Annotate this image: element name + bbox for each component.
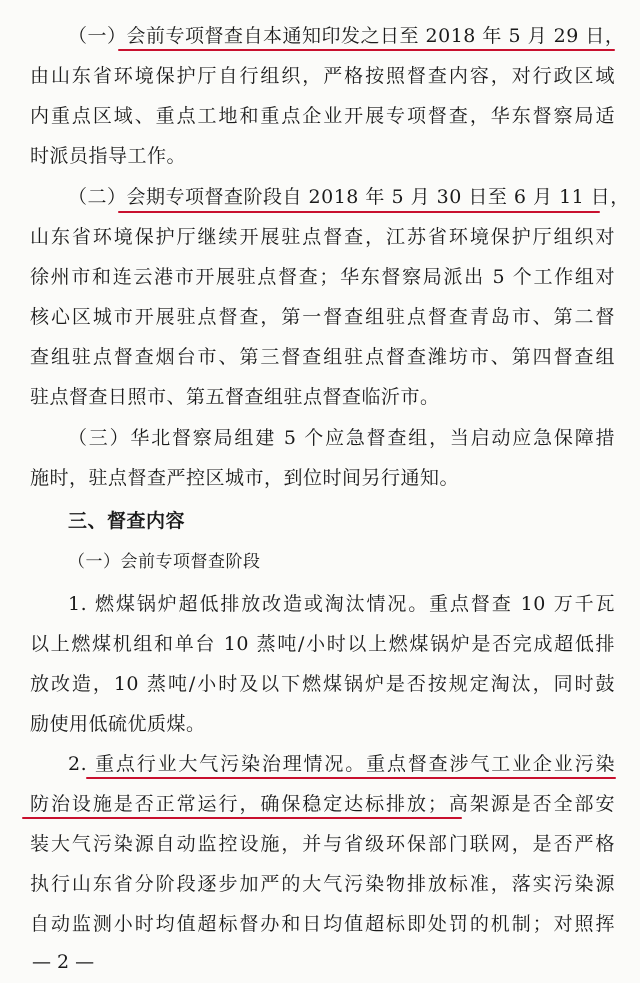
- paragraph-1-line-3: 内重点区域、重点工地和重点企业开展专项督查，华东督察局适: [30, 105, 615, 127]
- highlight-underline-2: [118, 211, 600, 213]
- paragraph-2-line-5: 查组驻点督查烟台市、第三督查组驻点督查潍坊市、第四督查组: [30, 346, 615, 368]
- paragraph-4-line-2: 以上燃煤机组和单台 10 蒸吨/小时以上燃煤锅炉是否完成超低排: [30, 633, 615, 655]
- paragraph-2-line-6: 驻点督查日照市、第五督查组驻点督查临沂市。: [30, 386, 440, 408]
- paragraph-2-line-4: 核心区城市开展驻点督查，第一督查组驻点督查青岛市、第二督: [30, 306, 615, 328]
- paragraph-5-line-2: 防治设施是否正常运行，确保稳定达标排放；高架源是否全部安: [30, 793, 615, 815]
- subsection-heading: （一）会前专项督查阶段: [68, 552, 261, 572]
- paragraph-4-line-3: 放改造，10 蒸吨/小时及以下燃煤锅炉是否按规定淘汰，同时鼓: [30, 673, 615, 695]
- paragraph-3-line-1: （三）华北督察局组建 5 个应急督查组，当启动应急保障措: [68, 427, 615, 449]
- paragraph-5-line-4: 执行山东省分阶段逐步加严的大气污染物排放标准，落实污染源: [30, 873, 615, 895]
- paragraph-2-line-3: 徐州市和连云港市开展驻点督查；华东督察局派出 5 个工作组对: [30, 266, 615, 288]
- section-heading: 三、督查内容: [68, 510, 186, 532]
- paragraph-1-line-1: （一）会前专项督查自本通知印发之日至 2018 年 5 月 29 日，: [68, 25, 625, 47]
- paragraph-4-line-1: 1. 燃煤锅炉超低排放改造或淘汰情况。重点督查 10 万千瓦: [68, 593, 615, 615]
- highlight-underline-4: [22, 817, 462, 819]
- paragraph-1-line-2: 由山东省环境保护厅自行组织，严格按照督查内容，对行政区域: [30, 65, 615, 87]
- paragraph-5-line-3: 装大气污染源自动监控设施，并与省级环保部门联网，是否严格: [30, 833, 615, 855]
- highlight-underline-1: [118, 49, 615, 51]
- paragraph-3-line-2: 施时，驻点督查严控区城市，到位时间另行通知。: [30, 467, 460, 489]
- paragraph-2-line-1: （二）会期专项督查阶段自 2018 年 5 月 30 日至 6 月 11 日，: [68, 186, 630, 208]
- paragraph-1-line-4: 时派员指导工作。: [30, 145, 187, 167]
- highlight-underline-3: [86, 777, 616, 779]
- paragraph-5-line-5: 自动监测小时均值超标督办和日均值超标即处罚的机制；对照挥: [30, 913, 615, 935]
- paragraph-4-line-4: 励使用低硫优质煤。: [30, 713, 206, 735]
- paragraph-2-line-2: 山东省环境保护厅继续开展驻点督查，江苏省环境保护厅组织对: [30, 226, 615, 248]
- paragraph-5-line-1: 2. 重点行业大气污染治理情况。重点督查涉气工业企业污染: [68, 753, 615, 775]
- page-number: — 2 —: [32, 951, 95, 973]
